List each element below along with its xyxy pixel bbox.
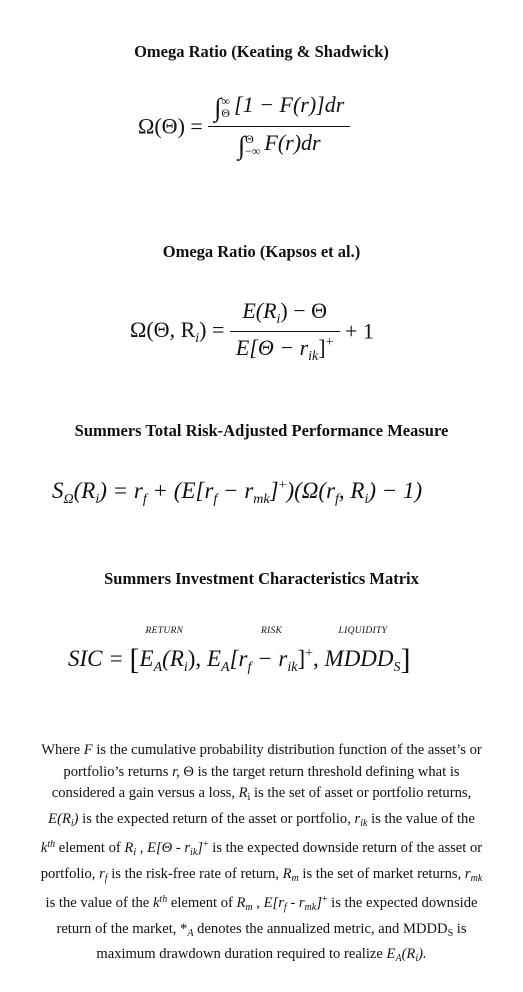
eq2-lhs: [130, 316, 225, 346]
para-symbol: R: [238, 785, 248, 801]
eq4-lhs: SIC =: [68, 646, 124, 671]
para-sub: m: [291, 872, 299, 884]
eq2-den-sub: ik: [308, 349, 319, 364]
para-sub: m: [245, 902, 253, 913]
para-text: is the set of asset or portfolio returns,: [250, 785, 472, 801]
heading-summers-sic-matrix: Summers Investment Characteristics Matrix: [104, 569, 419, 588]
para-sub: f: [104, 872, 108, 884]
equation-omega-kapsos: [130, 298, 374, 365]
equation-omega-keating: [138, 92, 350, 161]
para-sub: S: [447, 927, 454, 939]
eq3-sub-e: mk: [253, 492, 270, 507]
eq2-lhs-sub: i: [195, 330, 200, 346]
heading-omega-keating-shadwick: Omega Ratio (Keating & Shadwick): [134, 42, 389, 61]
para-text: is the value of the: [367, 810, 475, 827]
equation-summers-total-risk: [52, 478, 422, 508]
para-sub: i: [415, 953, 419, 964]
eq4-t1: E: [139, 646, 154, 671]
para-sub: ik: [360, 817, 368, 829]
label-risk: RISK: [260, 626, 283, 636]
eq3-part-a: S: [52, 478, 64, 503]
eq4-open-bracket: [: [129, 643, 140, 676]
heading-summers-total-risk: Summers Total Risk-Adjusted Performance Measure: [74, 421, 449, 440]
para-text: element of: [167, 895, 237, 911]
eq2-denominator: [230, 331, 340, 365]
para-symbol: R: [124, 840, 134, 856]
para-symbol: r: [354, 810, 361, 827]
eq3-sub-b: i: [95, 492, 100, 507]
eq4-risk-term: [206, 626, 319, 676]
para-text: ,: [136, 840, 148, 856]
eq2-tail: + 1: [345, 318, 374, 344]
eq2-den-sup: +: [325, 335, 334, 350]
para-text: is the expected downside return of the asset or portfolio,: [40, 840, 483, 882]
label-return: RETURN: [145, 626, 184, 636]
integral-sign: ∫: [237, 131, 246, 160]
eq1-num-body: [1 − F(r)]dr: [234, 92, 345, 117]
eq3-part-g: )(Ω(r: [286, 478, 336, 503]
eq2-num-text: E(R: [242, 298, 277, 323]
eq4-liquidity-term: [324, 626, 401, 676]
para-sup: th: [47, 839, 56, 850]
eq4-t2-sub3: ik: [287, 660, 298, 675]
eq4-t2-sup: +: [305, 646, 314, 661]
eq4-t2-comma: ,: [313, 646, 319, 671]
para-text: is the expected downside return of the market, *: [56, 895, 478, 937]
para-text: is the expected return of the asset or portfolio,: [78, 810, 355, 827]
para-text: ,: [252, 895, 264, 911]
para-symbol: E[r: [263, 895, 284, 911]
para-symbol: ): [73, 810, 79, 827]
para-text: is the risk-free rate of return,: [107, 865, 283, 882]
eq3-part-e: − r: [217, 478, 254, 503]
para-symbol: ]: [316, 895, 322, 911]
para-sub: A: [395, 953, 402, 964]
para-sub: i: [70, 817, 74, 829]
para-text: is the cumulative probability distribution function of the asset’s or portfolio’s returns: [63, 742, 482, 780]
para-text: is maximum drawdown duration required to realize: [96, 920, 467, 962]
eq2-num-close: ) − Θ: [280, 298, 328, 323]
eq4-t2-rest: [r: [229, 646, 248, 671]
eq4-t1-close: ),: [187, 646, 202, 671]
eq2-den-text: E[Θ − r: [235, 335, 309, 360]
eq3-part-b: (R: [73, 478, 96, 503]
para-sub: mk: [470, 872, 483, 884]
eq4-return-term: [139, 626, 202, 676]
upper-limit: Θ: [245, 131, 254, 146]
eq2-numerator: [230, 298, 340, 331]
para-symbol: E: [386, 946, 396, 962]
para-symbol: E(R: [48, 810, 71, 827]
eq4-t2: E: [206, 646, 221, 671]
eq1-num-limits: [221, 95, 230, 119]
heading-omega-kapsos: Omega Ratio (Kapsos et al.): [162, 242, 361, 261]
para-sup: +: [321, 894, 328, 905]
para-symbol: (R: [401, 946, 416, 962]
para-symbol: R: [282, 865, 292, 882]
eq4-close-bracket: ]: [400, 643, 411, 676]
eq1-lhs: Ω(Θ) =: [138, 113, 203, 139]
para-sup: +: [202, 839, 209, 850]
eq3-sup-f: +: [278, 478, 287, 493]
eq4-t1-sub2: i: [183, 660, 188, 675]
eq3-sub-a: Ω: [63, 492, 74, 507]
eq4-t2-mid: − r: [251, 646, 288, 671]
eq4-t3-sub: S: [393, 660, 401, 675]
para-symbol: ]: [197, 840, 203, 856]
eq3-part-d: + (E[r: [146, 478, 214, 503]
upper-limit: ∞: [221, 93, 230, 108]
eq4-t1-rest: (R: [162, 646, 184, 671]
eq3-part-f: ]: [269, 478, 279, 503]
para-sub: mk: [304, 902, 317, 913]
eq1-fraction: [208, 92, 350, 161]
para-text: is the value of the: [45, 895, 153, 911]
eq4-t3: MDDD: [324, 646, 394, 671]
eq2-den-close: ]: [318, 335, 326, 360]
para-text: Θ is the target return threshold defining what is considered a gain versus a loss,: [51, 763, 460, 801]
para-text: is the set of market returns,: [298, 865, 465, 882]
eq1-den-limits: [245, 133, 260, 157]
eq2-fraction: [230, 298, 340, 365]
eq4-t2-sub: A: [221, 660, 230, 675]
para-symbol: - r: [286, 895, 305, 911]
para-symbol: ).: [418, 946, 427, 962]
eq1-numerator: [208, 92, 350, 126]
para-symbol: F: [83, 742, 93, 758]
eq4-t2-close: ]: [297, 646, 306, 671]
definitions-paragraph: [40, 740, 483, 970]
eq4-t2-sub2: f: [247, 660, 252, 675]
lower-limit: Θ: [221, 105, 231, 120]
eq3-sub-g: f: [335, 492, 339, 507]
para-sub: A: [187, 927, 194, 939]
equation-sic: [68, 626, 411, 677]
eq3-part-h: , R: [338, 478, 365, 503]
para-symbol: r,: [172, 763, 180, 780]
para-symbol: k: [152, 895, 160, 911]
eq3-sub-h: i: [364, 492, 369, 507]
para-sub: ik: [190, 847, 198, 858]
eq3-sub-d: f: [213, 492, 218, 507]
eq4-t1-sub: A: [153, 660, 163, 675]
integral-sign: ∫: [214, 93, 222, 122]
eq2-lhs-text: Ω(Θ, R: [130, 316, 196, 342]
eq2-lhs-close: ) =: [199, 316, 225, 342]
para-sub: i: [247, 792, 251, 803]
para-symbol: k: [40, 840, 48, 856]
eq1-denominator: [208, 126, 350, 161]
para-symbol: r: [464, 865, 471, 882]
para-symbol: r: [99, 865, 105, 882]
para-text: element of: [55, 840, 125, 856]
para-sup: th: [159, 894, 168, 905]
eq2-num-sub: i: [276, 312, 281, 327]
para-text: Where: [41, 742, 84, 758]
para-sub: f: [283, 902, 287, 913]
eq3-part-i: ) − 1): [368, 478, 423, 503]
eq1-den-body: F(r)dr: [264, 130, 321, 155]
para-symbol: R: [236, 895, 246, 911]
lower-limit: −∞: [245, 143, 261, 158]
label-liquidity: LIQUIDITY: [338, 626, 388, 636]
para-text: denotes the annualized metric, and MDDD: [193, 920, 448, 937]
eq3-part-c: ) = r: [99, 478, 143, 503]
para-symbol: E[Θ - r: [147, 840, 191, 856]
para-sub: i: [133, 847, 137, 858]
eq3-sub-c: f: [142, 492, 147, 507]
